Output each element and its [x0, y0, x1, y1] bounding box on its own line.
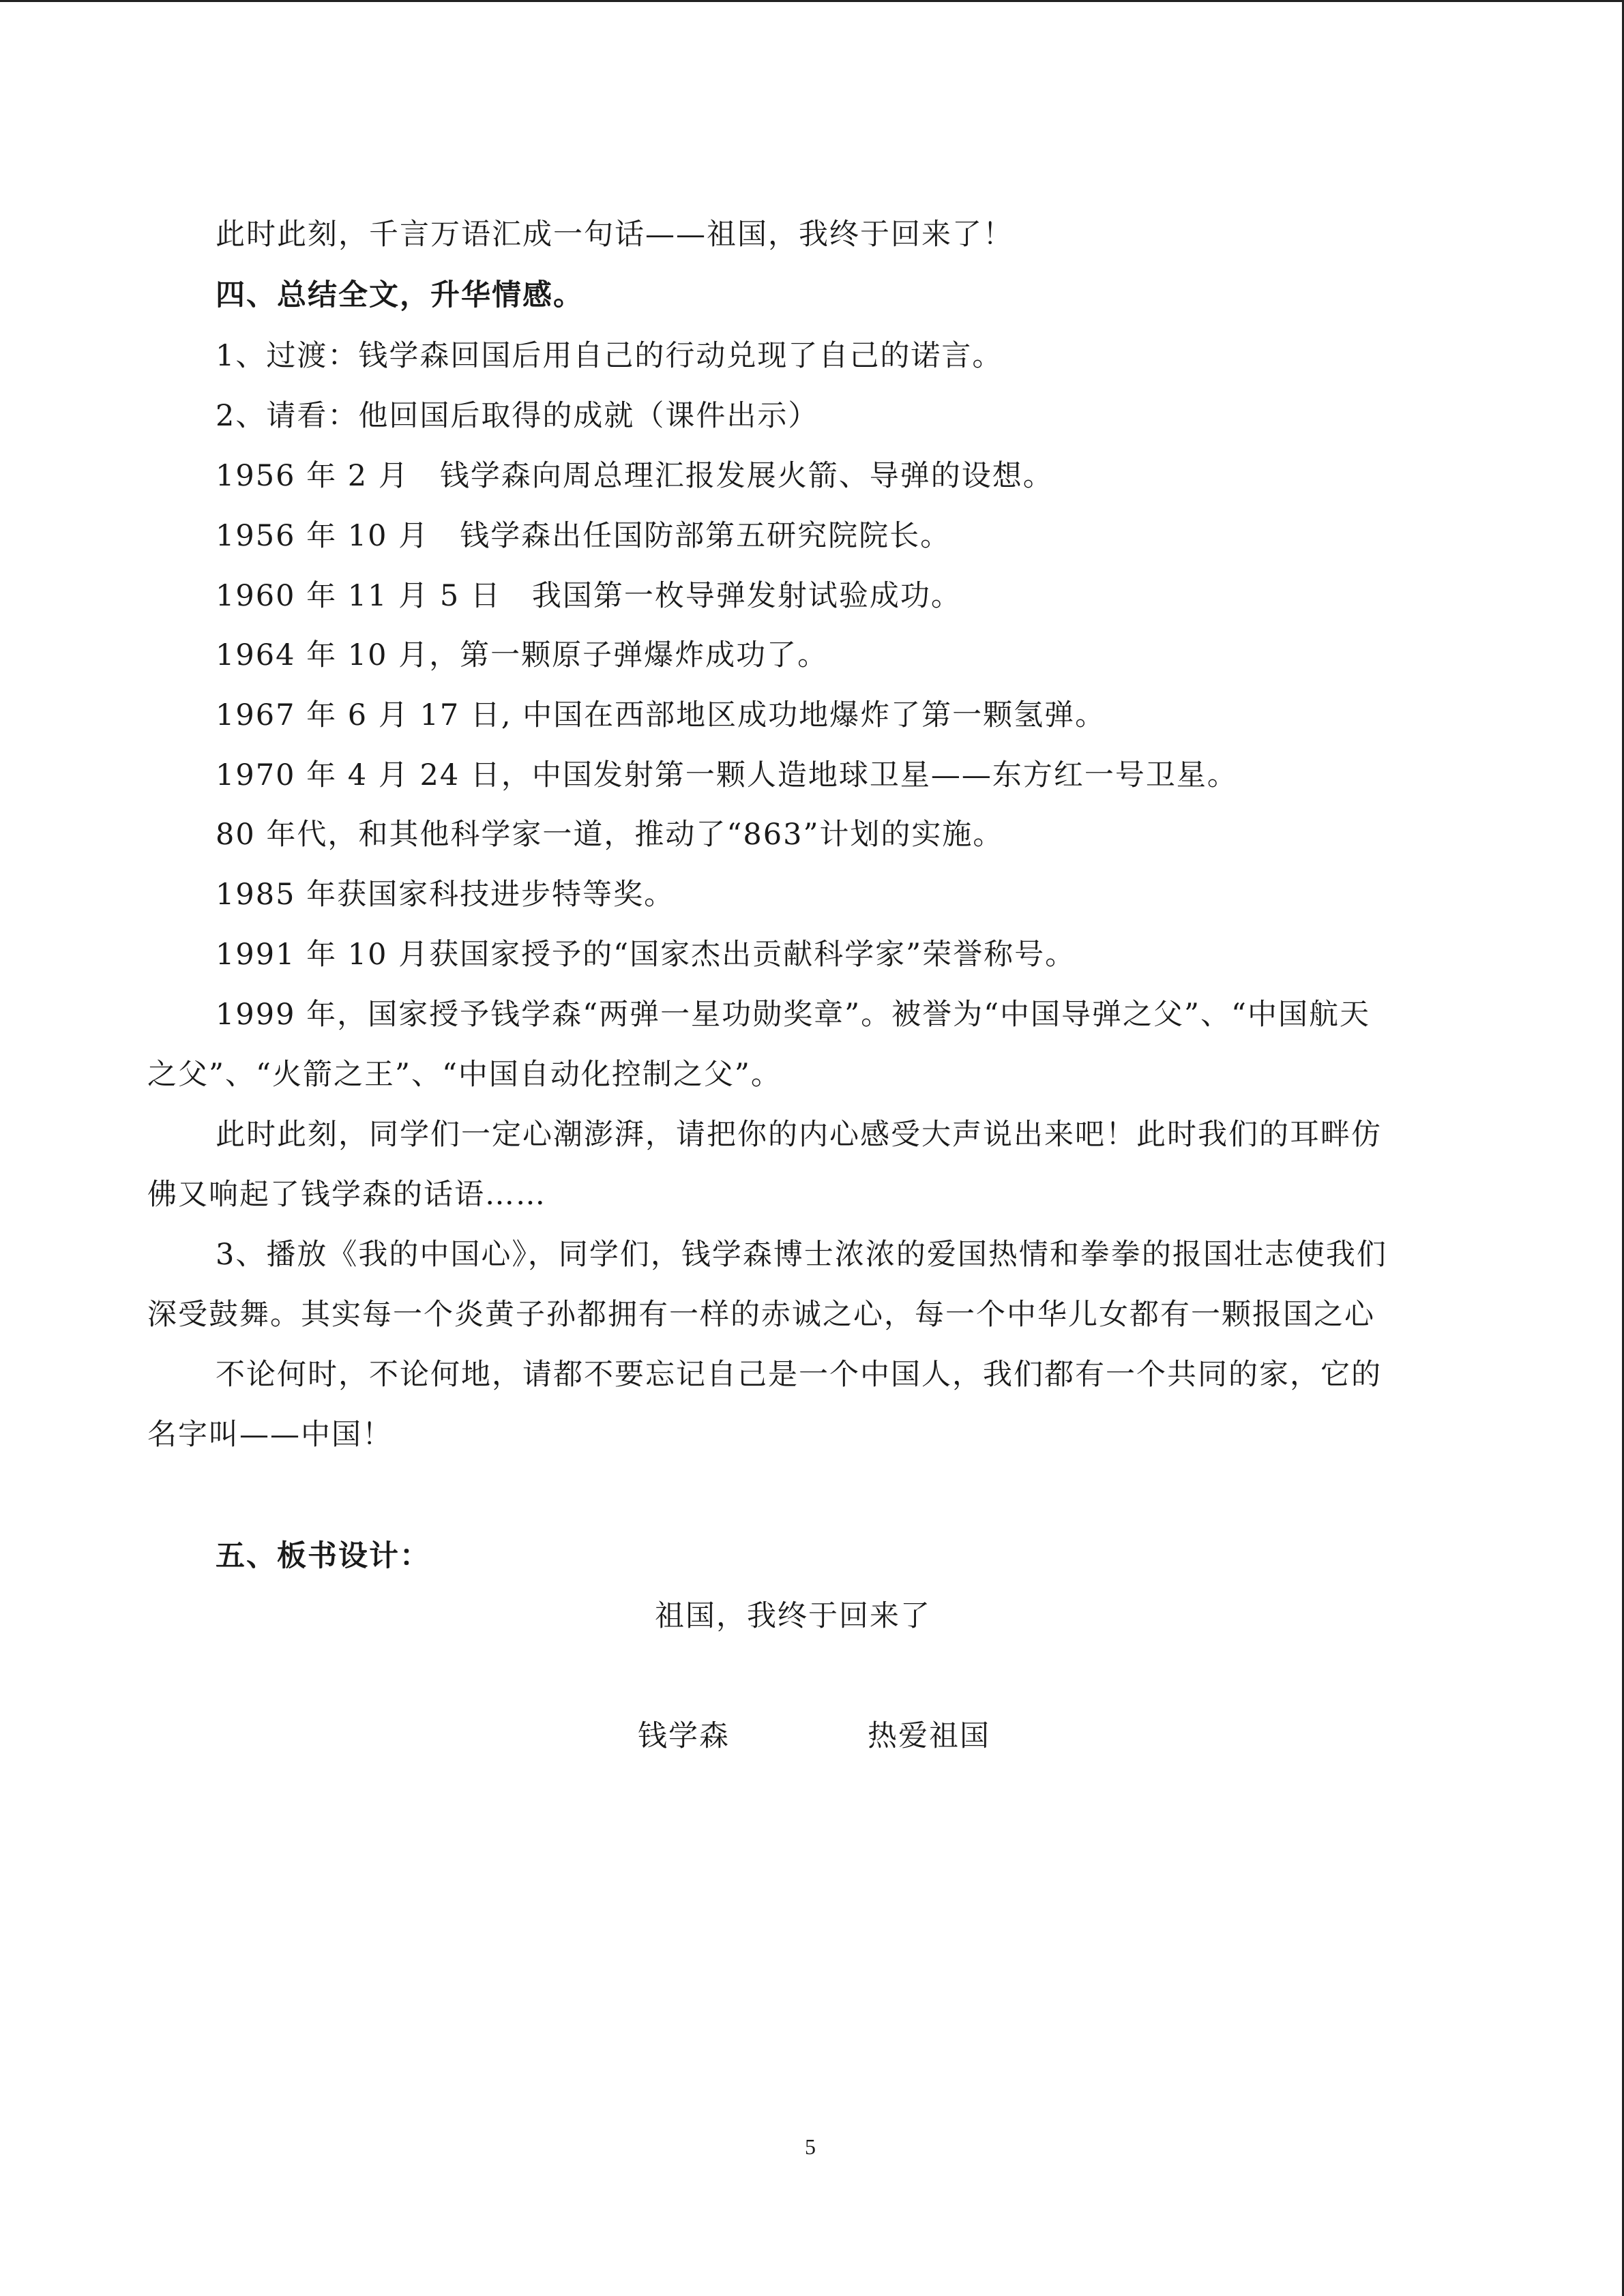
text-line: 深受鼓舞。其实每一个炎黄子孙都拥有一样的赤诚之心，每一个中华儿女都有一颗报国之心 — [147, 1298, 1375, 1332]
text-line: 1999 年，国家授予钱学森“两弹一星功勋奖章”。被誉为“中国导弹之父”、“中国航天 — [216, 998, 1371, 1032]
timeline-item: 1985 年获国家科技进步特等奖。 — [216, 878, 675, 912]
timeline-item: 1970 年 4 月 24 日，中国发射第一颗人造地球卫星——东方红一号卫星。 — [216, 758, 1238, 792]
timeline-item: 1956 年 2 月 钱学森向周总理汇报发展火箭、导弹的设想。 — [216, 459, 1054, 493]
page-border-top — [0, 0, 1624, 2]
text-line: 1、过渡：钱学森回国后用自己的行动兑现了自己的诺言。 — [216, 339, 1003, 373]
board-right-text: 热爱祖国 — [868, 1719, 990, 1753]
text-line: 名字叫——中国！ — [147, 1418, 393, 1452]
timeline-item: 1991 年 10 月获国家授予的“国家杰出贡献科学家”荣誉称号。 — [216, 938, 1076, 972]
timeline-item: 1967 年 6 月 17 日, 中国在西部地区成功地爆炸了第一颗氢弹。 — [216, 698, 1106, 732]
timeline-item: 1964 年 10 月，第一颗原子弹爆炸成功了。 — [216, 638, 829, 672]
section-heading: 五、板书设计： — [216, 1539, 430, 1573]
text-line: 佛又响起了钱学森的话语…… — [147, 1178, 546, 1212]
timeline-item: 80 年代，和其他科学家一道，推动了“863”计划的实施。 — [216, 818, 1004, 852]
timeline-item: 1960 年 11 月 5 日 我国第一枚导弹发射试验成功。 — [216, 579, 962, 613]
text-line: 此时此刻，千言万语汇成一句话——祖国，我终于回来了！ — [216, 218, 1014, 252]
text-line: 之父”、“火箭之王”、“中国自动化控制之父”。 — [147, 1058, 782, 1092]
timeline-item: 1956 年 10 月 钱学森出任国防部第五研究院院长。 — [216, 519, 951, 553]
section-heading: 四、总结全文，升华情感。 — [216, 278, 584, 312]
text-line: 不论何时，不论何地，请都不要忘记自己是一个中国人，我们都有一个共同的家，它的 — [216, 1358, 1382, 1392]
board-title: 祖国，我终于回来了 — [655, 1599, 931, 1633]
text-line: 此时此刻，同学们一定心潮澎湃，请把你的内心感受大声说出来吧！此时我们的耳畔仿 — [216, 1118, 1382, 1152]
text-line: 3、播放《我的中国心》，同学们，钱学森博士浓浓的爱国热情和拳拳的报国壮志使我们 — [216, 1238, 1387, 1272]
board-left-text: 钱学森 — [638, 1719, 730, 1753]
text-line: 2、请看：他回国后取得的成就（课件出示） — [216, 399, 819, 433]
page-number: 5 — [805, 2134, 816, 2159]
